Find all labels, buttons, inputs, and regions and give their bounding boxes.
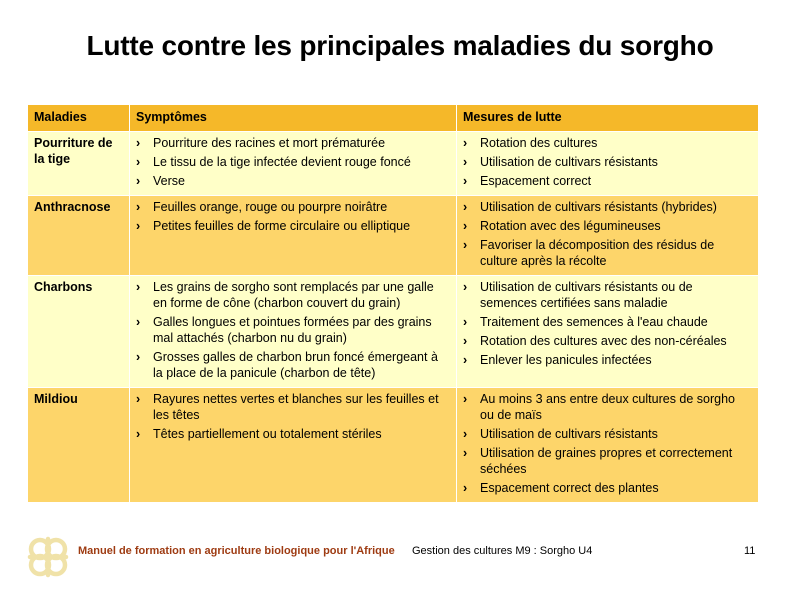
symptoms-cell <box>130 276 457 388</box>
table-row <box>28 276 759 388</box>
disease-name: Pourriture de la tige <box>28 132 130 196</box>
footer-manual-title: Manuel de formation en agriculture biologique pour l'Afrique <box>78 545 395 557</box>
header-symptoms: Symptômes <box>130 105 457 132</box>
list-item <box>463 391 752 423</box>
symptoms-cell <box>130 388 457 503</box>
chevron-right-icon: › <box>136 219 141 233</box>
list-item <box>463 279 752 311</box>
disease-name: Charbons <box>28 276 130 388</box>
chevron-right-icon: › <box>463 200 468 214</box>
measure-text: Utilisation de cultivars résistants <box>480 427 658 441</box>
list-item <box>136 279 450 311</box>
diseases-table <box>27 104 759 503</box>
chevron-right-icon: › <box>136 392 141 406</box>
measure-text: Rotation des cultures avec des non-céréales <box>480 334 727 348</box>
chevron-right-icon: › <box>463 136 468 150</box>
symptom-text: Les grains de sorgho sont remplacés par une galle en forme de cône (charbon couvert du grain) <box>153 280 434 310</box>
symptom-text: Feuilles orange, rouge ou pourpre noirâtre <box>153 200 388 214</box>
list-item <box>463 173 752 189</box>
symptom-text: Le tissu de la tige infectée devient rouge foncé <box>153 155 411 169</box>
list-item <box>463 333 752 349</box>
table-row <box>28 196 759 276</box>
list-item <box>463 480 752 496</box>
table-row <box>28 132 759 196</box>
chevron-right-icon: › <box>463 446 468 460</box>
chevron-right-icon: › <box>463 155 468 169</box>
list-item <box>463 237 752 269</box>
measure-text: Rotation des cultures <box>480 136 598 150</box>
list-item <box>463 352 752 368</box>
list-item <box>136 426 450 442</box>
chevron-right-icon: › <box>463 238 468 252</box>
list-item <box>136 349 450 381</box>
chevron-right-icon: › <box>463 315 468 329</box>
chevron-right-icon: › <box>463 392 468 406</box>
symptom-text: Têtes partiellement ou totalement stériles <box>153 427 382 441</box>
measure-text: Enlever les panicules infectées <box>480 353 652 367</box>
header-measures: Mesures de lutte <box>457 105 759 132</box>
chevron-right-icon: › <box>463 481 468 495</box>
chevron-right-icon: › <box>463 427 468 441</box>
measure-text: Espacement correct <box>480 174 592 188</box>
measure-text: Rotation avec des légumineuses <box>480 219 661 233</box>
list-item <box>136 199 450 215</box>
symptom-text: Petites feuilles de forme circulaire ou elliptique <box>153 219 411 233</box>
chevron-right-icon: › <box>463 353 468 367</box>
list-item <box>463 445 752 477</box>
chevron-right-icon: › <box>136 136 141 150</box>
list-item <box>463 314 752 330</box>
disease-name: Anthracnose <box>28 196 130 276</box>
symptoms-cell <box>130 196 457 276</box>
chevron-right-icon: › <box>136 350 141 364</box>
measures-cell <box>457 196 759 276</box>
list-item <box>463 154 752 170</box>
list-item <box>136 391 450 423</box>
chevron-right-icon: › <box>136 174 141 188</box>
chevron-right-icon: › <box>136 155 141 169</box>
list-item <box>136 135 450 151</box>
list-item <box>136 314 450 346</box>
chevron-right-icon: › <box>136 315 141 329</box>
list-item <box>136 218 450 234</box>
chevron-right-icon: › <box>463 174 468 188</box>
measure-text: Utilisation de cultivars résistants <box>480 155 658 169</box>
symptom-text: Galles longues et pointues formées par des grains mal attachés (charbon nu du grain) <box>153 315 432 345</box>
list-item <box>136 173 450 189</box>
measure-text: Traitement des semences à l'eau chaude <box>480 315 708 329</box>
symptom-text: Grosses galles de charbon brun foncé émergeant à la place de la panicule (charbon de tête) <box>153 350 438 380</box>
measure-text: Favoriser la décomposition des résidus de culture après la récolte <box>480 238 715 268</box>
disease-name: Mildiou <box>28 388 130 503</box>
list-item <box>463 199 752 215</box>
measure-text: Utilisation de cultivars résistants (hybrides) <box>480 200 717 214</box>
chevron-right-icon: › <box>136 427 141 441</box>
footer-section: Gestion des cultures M9 : Sorgho U4 <box>412 545 593 557</box>
chevron-right-icon: › <box>463 334 468 348</box>
knot-pattern-logo-icon <box>24 533 72 581</box>
measure-text: Espacement correct des plantes <box>480 481 659 495</box>
header-diseases: Maladies <box>28 105 130 132</box>
list-item <box>463 218 752 234</box>
chevron-right-icon: › <box>463 219 468 233</box>
table-row <box>28 388 759 503</box>
page-number: 11 <box>744 545 756 557</box>
symptom-text: Verse <box>153 174 185 188</box>
measure-text: Utilisation de cultivars résistants ou de semences certifiées sans maladie <box>480 280 693 310</box>
list-item <box>136 154 450 170</box>
measures-cell <box>457 388 759 503</box>
table-header-row <box>28 105 759 132</box>
symptoms-cell <box>130 132 457 196</box>
chevron-right-icon: › <box>136 280 141 294</box>
symptom-text: Rayures nettes vertes et blanches sur les feuilles et les têtes <box>153 392 439 422</box>
page-title: Lutte contre les principales maladies du sorgho <box>86 30 714 61</box>
chevron-right-icon: › <box>463 280 468 294</box>
measures-cell <box>457 132 759 196</box>
chevron-right-icon: › <box>136 200 141 214</box>
symptom-text: Pourriture des racines et mort prématurée <box>153 136 386 150</box>
measure-text: Utilisation de graines propres et correctement séchées <box>480 446 733 476</box>
list-item <box>463 135 752 151</box>
measure-text: Au moins 3 ans entre deux cultures de sorgho ou de maïs <box>480 392 736 422</box>
measures-cell <box>457 276 759 388</box>
list-item <box>463 426 752 442</box>
